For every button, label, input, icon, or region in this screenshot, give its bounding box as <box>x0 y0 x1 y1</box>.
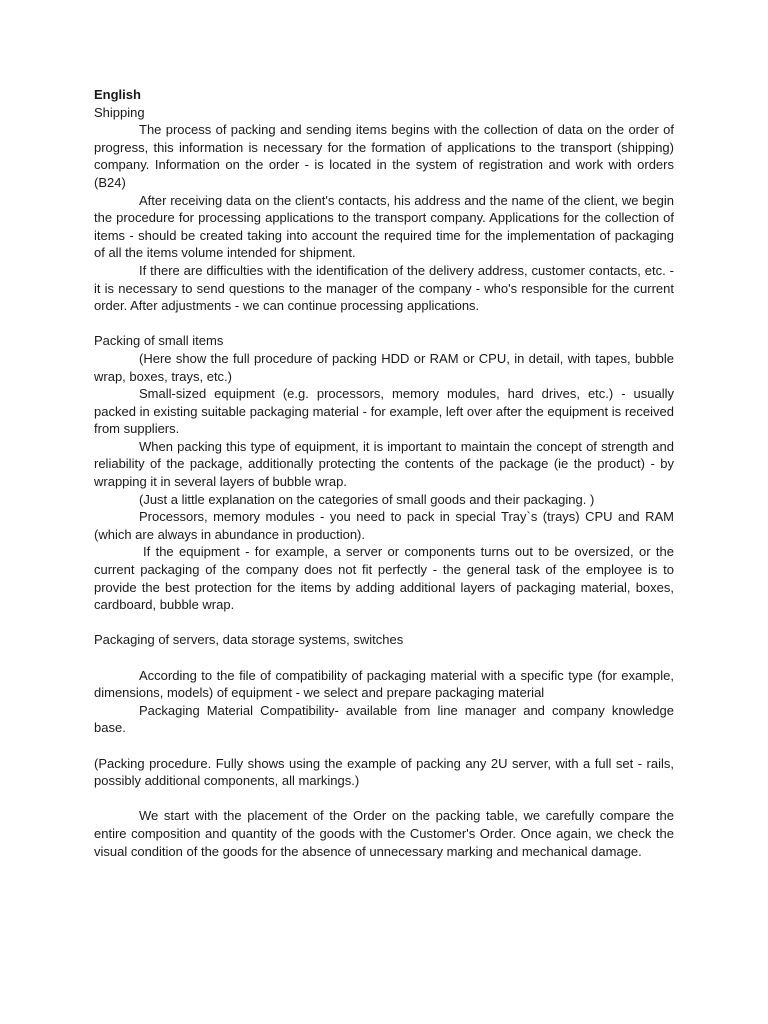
document-page <box>94 86 674 860</box>
section-title-small-items: Packing of small items <box>94 333 224 349</box>
paragraph: If there are difficulties with the identification of the delivery address, customer contacts, etc. - it is necessary to send questions to the manager of the company - who's responsible for the current order. After adjustments - we can continue processing applications. <box>94 262 674 314</box>
paragraph: The process of packing and sending items begins with the collection of data on the order of progress, this information is necessary for the formation of applications to the transport (shipping) company. Information on the order - is located in the system of registration and work with orders (B24) <box>94 122 674 190</box>
spacer <box>94 614 674 632</box>
spacer <box>94 737 674 755</box>
paragraph: If the equipment - for example, a server or components turns out to be oversized, or the current packaging of the company does not fit perfectly - the general task of the employee is to provide the best protection for the items by adding additional layers of packaging material, boxes, cardboard, bubble wrap. <box>94 544 674 613</box>
language-heading: English <box>94 87 141 102</box>
procedure-note: (Packing procedure. Fully shows using the example of packing any 2U server, with a full set - rails, possibly additional components, all markings.) <box>94 755 674 789</box>
paragraph: (Here show the full procedure of packing HDD or RAM or CPU, in detail, with tapes, bubble wrap, boxes, trays, etc.) <box>94 350 674 384</box>
paragraph: When packing this type of equipment, it is important to maintain the concept of strength and reliability of the package, additionally protecting the contents of the package (ie the product) - by wrapping it in several layers of bubble wrap. <box>94 438 674 490</box>
section-title-servers: Packaging of servers, data storage systems, switches <box>94 632 404 648</box>
paragraph: Small-sized equipment (e.g. processors, memory modules, hard drives, etc.) - usually packed in existing suitable packaging material - for example, left over after the equipment is received from suppliers. <box>94 386 674 437</box>
section-title-shipping: Shipping <box>94 104 145 120</box>
paragraph: We start with the placement of the Order on the packing table, we carefully compare the entire composition and quantity of the goods with the Customer's Order. Once again, we check the visual condition of the goods for the absence of unnecessary marking and mechanical damage. <box>94 808 674 859</box>
paragraph: After receiving data on the client's contacts, his address and the name of the client, we begin the procedure for processing applications to the transport company. Applications for the collection of items - should be created taking into account the required time for the implementation of packaging of all the items volume intended for shipment. <box>94 192 674 261</box>
paragraph: According to the file of compatibility of packaging material with a specific type (for example, dimensions, models) of equipment - we select and prepare packaging material <box>94 667 674 701</box>
paragraph: Packaging Material Compatibility- available from line manager and company knowledge base. <box>94 702 674 736</box>
spacer <box>94 649 674 667</box>
paragraph: Processors, memory modules - you need to pack in special Tray`s (trays) CPU and RAM (which are always in abundance in production). <box>94 509 674 542</box>
spacer <box>94 790 674 808</box>
paragraph: (Just a little explanation on the categories of small goods and their packaging. ) <box>139 491 595 507</box>
spacer <box>94 315 674 333</box>
